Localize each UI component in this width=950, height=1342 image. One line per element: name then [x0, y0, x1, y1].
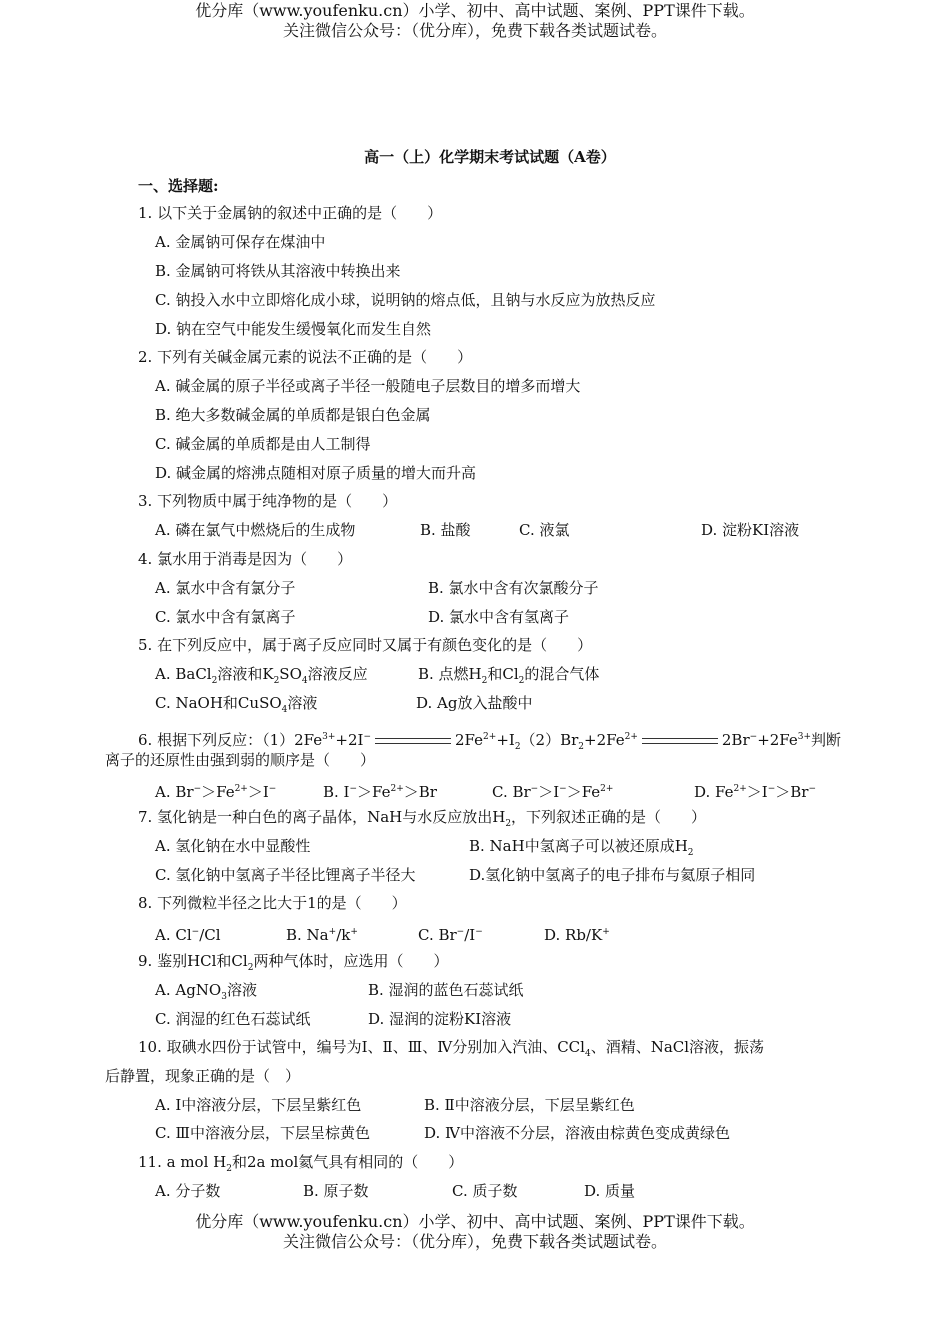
q11-option-c: C. 质子数 [452, 1182, 518, 1200]
q7-option-a: A. 氢化钠在水中显酸性 [155, 837, 311, 855]
q4-option-d: D. 氯水中含有氢离子 [428, 608, 570, 626]
q6-option-c: C. $Br^->I^->Fe^{2+}$ [492, 783, 614, 801]
q1-option-d: D. 钠在空气中能发生缓慢氧化而发生自然 [155, 320, 432, 338]
q11-option-d: D. 质量 [584, 1182, 636, 1200]
section-heading: 一、选择题: [138, 177, 219, 195]
question-2: 2. 下列有关碱金属元素的说法不正确的是（ ） [138, 348, 473, 366]
question-6: 6. 根据下列反应：$(1)2Fe^{3+}+2I^-$ $2Fe^{2+}+I_2(2)Br_2+2Fe^{2+}$ $2Br^-+2Fe^{3+}$判断 [138, 731, 842, 752]
q1-option-b: B. 金属钠可将铁从其溶液中转换出来 [155, 262, 401, 280]
q4-option-b: B. 氯水中含有次氯酸分子 [428, 579, 599, 597]
header-line-1: 优分库（www.youfenku.cn）小学、初中、高中试题、案例、PPT课件下载。 [195, 1, 755, 20]
q6-option-d: D. $Fe^{2+}>I^->Br^-$ [694, 783, 817, 801]
question-8: 8. 下列微粒半径之比大于1的是（ ） [138, 894, 407, 912]
q3-option-d: D. 淀粉KI溶液 [701, 521, 800, 539]
q7-option-d: D.氢化钠中氢离子的电子排布与氦原子相同 [469, 866, 756, 884]
q5-option-c: C. NaOH和CuSO$_4$溶液 [155, 694, 318, 715]
question-6-line-2: 离子的还原性由强到弱的顺序是（ ） [105, 751, 376, 769]
q3-option-c: C. 液氯 [519, 521, 570, 539]
question-1: 1. 以下关于金属钠的叙述中正确的是（ ） [138, 204, 443, 222]
q6-option-b: B. $I^->Fe^{2+}>Br$ [323, 783, 437, 801]
q4-option-c: C. 氯水中含有氯离子 [155, 608, 296, 626]
q6-option-a: A. $Br^->Fe^{2+}>I^-$ [155, 783, 277, 801]
q8-option-b: B. Na+/k+ [286, 926, 358, 944]
question-7: 7. 氢化钠是一种白色的离子晶体，NaH与水反应放出$H_2$，下列叙述正确的是（ ） [138, 808, 707, 829]
q10-option-a: A. Ⅰ中溶液分层，下层呈紫红色 [155, 1096, 362, 1114]
footer-line-1: 优分库（www.youfenku.cn）小学、初中、高中试题、案例、PPT课件下载。 [195, 1212, 755, 1231]
question-10-line-2: 后静置，现象正确的是（ ） [105, 1067, 301, 1085]
q10-option-c: C. Ⅲ中溶液分层，下层呈棕黄色 [155, 1124, 370, 1142]
reaction-arrow-2 [642, 738, 718, 744]
q7-option-b: B. NaH中氢离子可以被还原成$H_2$ [469, 837, 694, 858]
q8-option-c: C. Br−/I− [418, 926, 483, 944]
q1-option-a: A. 金属钠可保存在煤油中 [155, 233, 326, 251]
question-11: 11. a mol $H_2$和2a mol氦气具有相同的（ ） [138, 1153, 464, 1174]
q3-option-a: A. 磷在氯气中燃烧后的生成物 [155, 521, 356, 539]
q4-option-a: A. 氯水中含有氯分子 [155, 579, 296, 597]
q2-option-b: B. 绝大多数碱金属的单质都是银白色金属 [155, 406, 431, 424]
q3-option-b: B. 盐酸 [420, 521, 471, 539]
q2-option-d: D. 碱金属的熔沸点随相对原子质量的增大而升高 [155, 464, 477, 482]
question-10: 10. 取碘水四份于试管中，编号为Ⅰ、Ⅱ、Ⅲ、Ⅳ分别加入汽油、CCl$_4$、酒精、NaCl溶液，振荡 [138, 1038, 765, 1059]
question-5: 5. 在下列反应中，属于离子反应同时又属于有颜色变化的是（ ） [138, 636, 593, 654]
page-title: 高一（上）化学期末考试试题（A卷） [364, 148, 616, 166]
q5-option-a: A. BaCl$_2$溶液和$K_2SO_4$溶液反应 [155, 665, 368, 686]
q9-option-d: D. 湿润的淀粉KI溶液 [368, 1010, 512, 1028]
q7-option-c: C. 氢化钠中氢离子半径比锂离子半径大 [155, 866, 416, 884]
q2-option-a: A. 碱金属的原子半径或离子半径一般随电子层数目的增多而增大 [155, 377, 581, 395]
reaction-arrow-1 [375, 738, 451, 744]
q8-option-a: A. Cl−/Cl [155, 926, 221, 944]
q11-option-b: B. 原子数 [303, 1182, 369, 1200]
q1-option-c: C. 钠投入水中立即熔化成小球，说明钠的熔点低，且钠与水反应为放热反应 [155, 291, 656, 309]
header-line-2: 关注微信公众号：（优分库），免费下载各类试题试卷。 [282, 21, 667, 40]
q9-option-b: B. 湿润的蓝色石蕊试纸 [368, 981, 524, 999]
footer-line-2: 关注微信公众号：（优分库），免费下载各类试题试卷。 [282, 1232, 667, 1251]
q10-option-d: D. Ⅳ中溶液不分层，溶液由棕黄色变成黄绿色 [424, 1124, 731, 1142]
q11-option-a: A. 分子数 [155, 1182, 221, 1200]
q5-option-b: B. 点燃$H_2$和$Cl_2$的混合气体 [418, 665, 600, 686]
q2-option-c: C. 碱金属的单质都是由人工制得 [155, 435, 371, 453]
question-4: 4. 氯水用于消毒是因为（ ） [138, 550, 353, 568]
q10-option-b: B. Ⅱ中溶液分层，下层呈紫红色 [424, 1096, 635, 1114]
q9-option-a: A. AgNO$_3$溶液 [155, 981, 257, 1002]
q9-option-c: C. 润湿的红色石蕊试纸 [155, 1010, 311, 1028]
question-9: 9. 鉴别HCl和$Cl_2$两种气体时，应选用（ ） [138, 952, 449, 973]
question-3: 3. 下列物质中属于纯净物的是（ ） [138, 492, 398, 510]
q8-option-d: D. Rb/K+ [544, 926, 610, 944]
q5-option-d: D. Ag放入盐酸中 [416, 694, 533, 712]
